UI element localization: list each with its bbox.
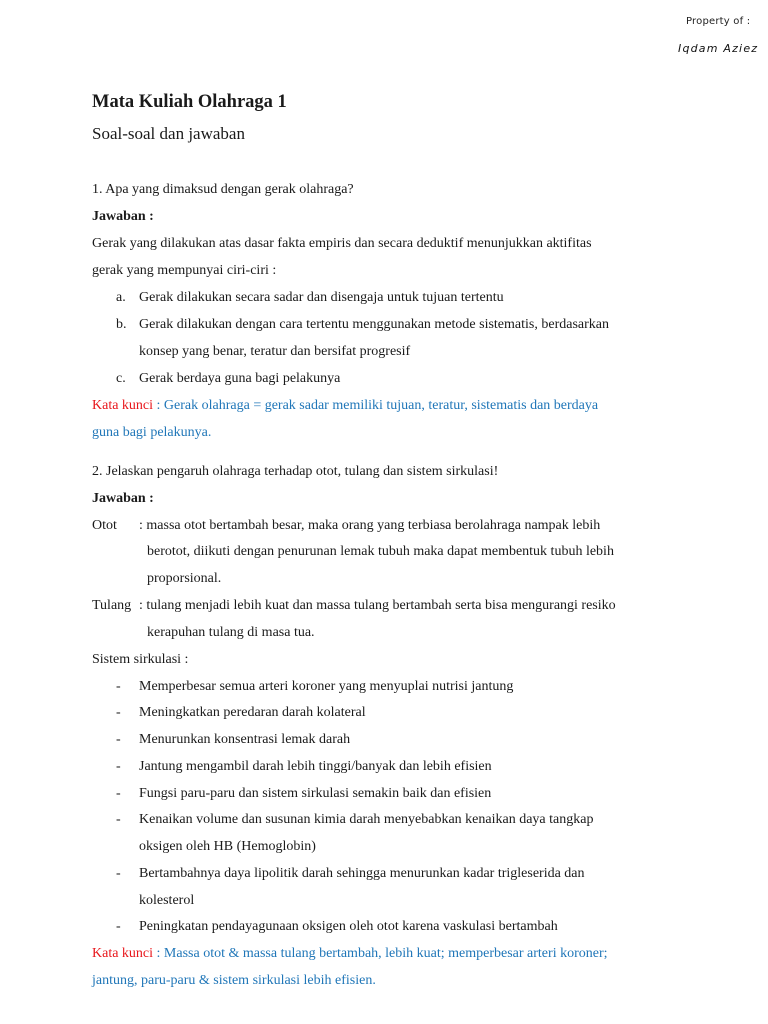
list-marker: a. bbox=[116, 290, 126, 305]
list-bullet: - bbox=[116, 812, 121, 827]
list-item: Fungsi paru-paru dan sistem sirkulasi semakin baik dan efisien bbox=[139, 786, 492, 801]
tulang-text-line-1: : tulang menjadi lebih kuat dan massa tulang bertambah serta bisa mengurangi resiko bbox=[139, 598, 616, 613]
list-item-continuation: oksigen oleh HB (Hemoglobin) bbox=[139, 839, 316, 854]
keyword-1-line-1 bbox=[92, 397, 598, 415]
keyword-text: : Massa otot & massa tulang bertambah, lebih kuat; memperbesar arteri koroner; bbox=[153, 946, 608, 961]
sirkulasi-label: Sistem sirkulasi : bbox=[92, 652, 189, 667]
question-1: 1. Apa yang dimaksud dengan gerak olahraga? bbox=[92, 182, 354, 197]
tulang-text-line-2: kerapuhan tulang di masa tua. bbox=[147, 625, 315, 640]
list-item: Jantung mengambil darah lebih tinggi/banyak dan lebih efisien bbox=[139, 759, 492, 774]
otot-text-line-3: proporsional. bbox=[147, 571, 222, 586]
list-bullet: - bbox=[116, 679, 121, 694]
keyword-text: : Gerak olahraga = gerak sadar memiliki tujuan, teratur, sistematis dan berdaya bbox=[153, 398, 599, 413]
keyword-label: Kata kunci bbox=[92, 398, 154, 413]
list-item: Kenaikan volume dan susunan kimia darah menyebabkan kenaikan daya tangkap bbox=[139, 812, 594, 827]
document-subtitle: Soal-soal dan jawaban bbox=[92, 124, 245, 143]
question-2: 2. Jelaskan pengaruh olahraga terhadap otot, tulang dan sistem sirkulasi! bbox=[92, 464, 499, 479]
owner-signature: Iqdam Aziez bbox=[678, 42, 759, 55]
list-marker: c. bbox=[116, 371, 126, 386]
answer-1-label: Jawaban : bbox=[92, 209, 154, 224]
list-item: Gerak berdaya guna bagi pelakunya bbox=[139, 371, 341, 386]
property-label: Property of : bbox=[686, 16, 751, 27]
otot-label: Otot bbox=[92, 518, 117, 533]
keyword-2-line-1 bbox=[92, 945, 608, 963]
list-item: Peningkatan pendayagunaan oksigen oleh otot karena vaskulasi bertambah bbox=[139, 919, 558, 934]
tulang-label: Tulang bbox=[92, 598, 132, 613]
keyword-label: Kata kunci bbox=[92, 946, 154, 961]
list-item: Menurunkan konsentrasi lemak darah bbox=[139, 732, 351, 747]
otot-text-line-2: berotot, diikuti dengan penurunan lemak tubuh maka dapat membentuk tubuh lebih bbox=[147, 544, 614, 559]
list-bullet: - bbox=[116, 866, 121, 881]
list-item: Gerak dilakukan secara sadar dan disengaja untuk tujuan tertentu bbox=[139, 290, 504, 305]
list-bullet: - bbox=[116, 919, 121, 934]
list-item: Memperbesar semua arteri koroner yang menyuplai nutrisi jantung bbox=[139, 679, 514, 694]
list-bullet: - bbox=[116, 786, 121, 801]
list-item-continuation: konsep yang benar, teratur dan bersifat progresif bbox=[139, 344, 411, 359]
list-marker: b. bbox=[116, 317, 127, 332]
answer-1-intro-line-1: Gerak yang dilakukan atas dasar fakta empiris dan secara deduktif menunjukkan aktifitas bbox=[92, 236, 592, 251]
list-bullet: - bbox=[116, 705, 121, 720]
list-bullet: - bbox=[116, 732, 121, 747]
list-bullet: - bbox=[116, 759, 121, 774]
document-title: Mata Kuliah Olahraga 1 bbox=[92, 92, 287, 112]
otot-text-line-1: : massa otot bertambah besar, maka orang yang terbiasa berolahraga nampak lebih bbox=[139, 518, 601, 533]
list-item: Bertambahnya daya lipolitik darah sehingga menurunkan kadar trigleserida dan bbox=[139, 866, 585, 881]
answer-2-label: Jawaban : bbox=[92, 491, 154, 506]
list-item: Meningkatkan peredaran darah kolateral bbox=[139, 705, 366, 720]
answer-1-intro-line-2: gerak yang mempunyai ciri-ciri : bbox=[92, 263, 277, 278]
list-item-continuation: kolesterol bbox=[139, 893, 195, 908]
keyword-1-line-2: guna bagi pelakunya. bbox=[92, 425, 212, 440]
keyword-2-line-2: jantung, paru-paru & sistem sirkulasi lebih efisien. bbox=[92, 973, 376, 988]
list-item: Gerak dilakukan dengan cara tertentu menggunakan metode sistematis, berdasarkan bbox=[139, 317, 609, 332]
